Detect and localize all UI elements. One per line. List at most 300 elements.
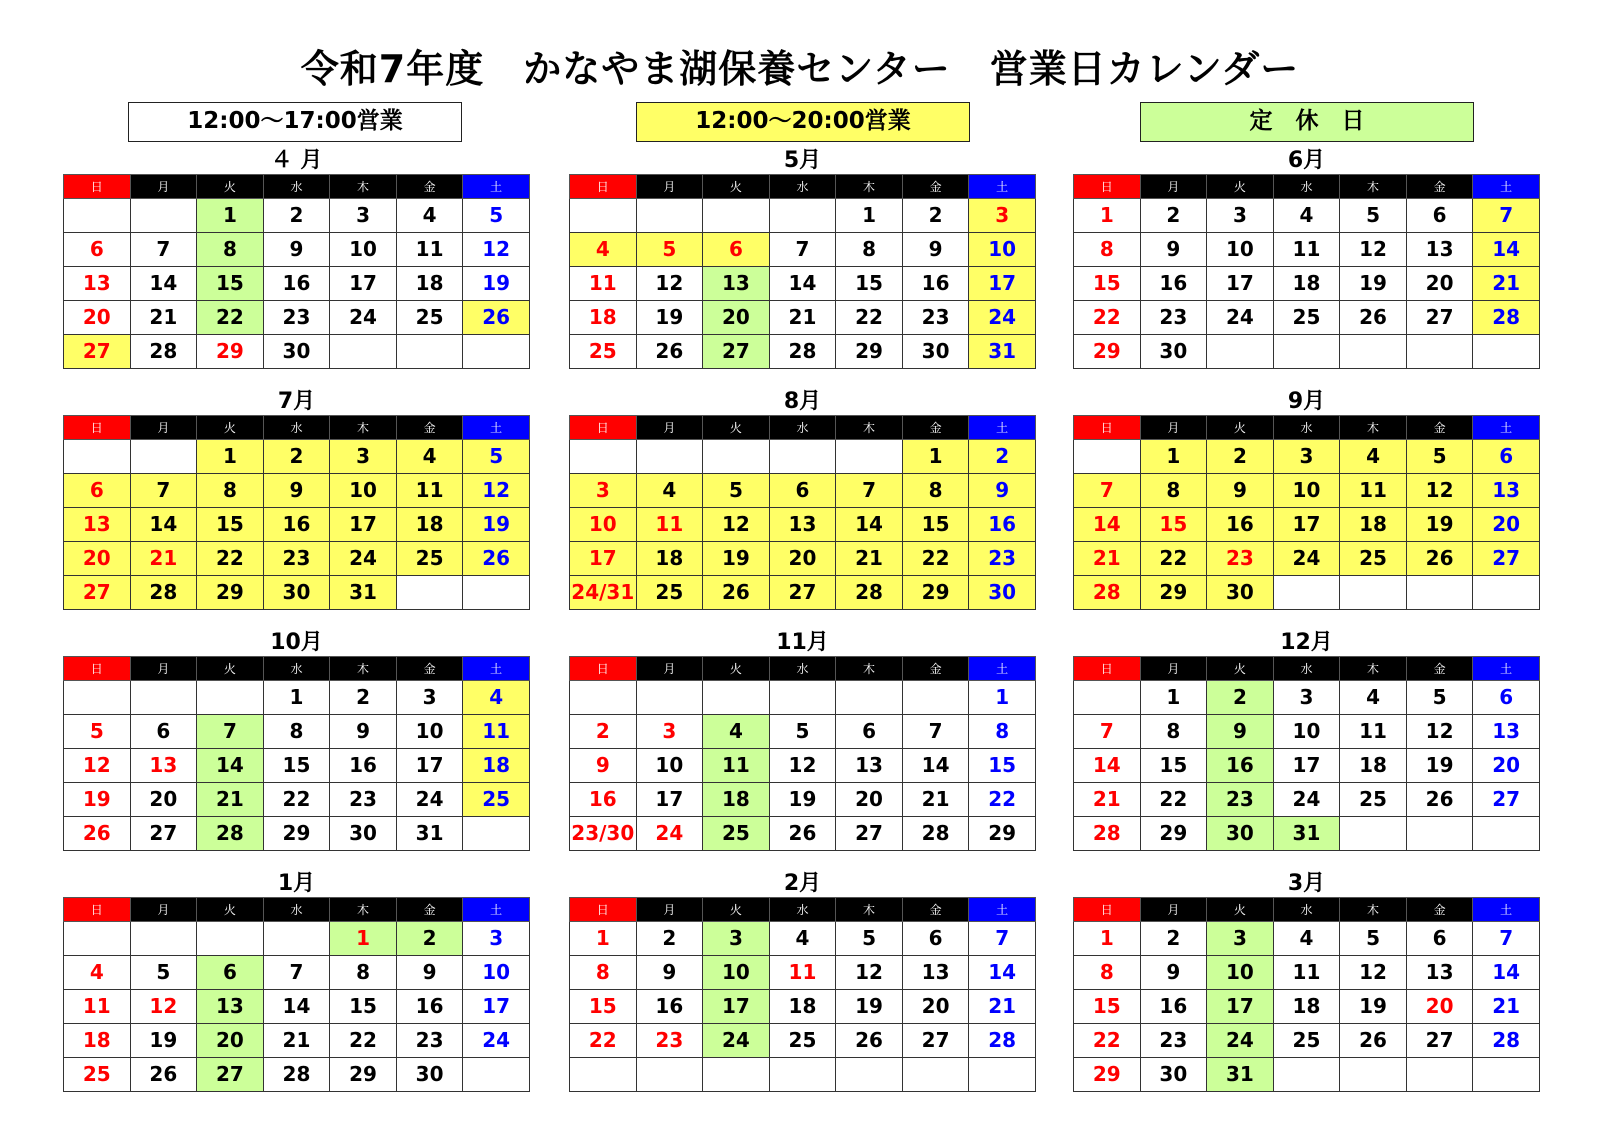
day-cell: 10 (570, 508, 637, 542)
weekday-header: 土 (969, 657, 1036, 681)
day-cell (197, 681, 264, 715)
day-cell: 23 (1140, 301, 1207, 335)
day-cell: 13 (64, 267, 131, 301)
week-row (64, 542, 530, 576)
day-cell: 15 (570, 990, 637, 1024)
day-cell: 1 (969, 681, 1036, 715)
day-cell: 24 (330, 542, 397, 576)
day-cell: 20 (1473, 508, 1540, 542)
day-cell: 18 (1340, 508, 1407, 542)
day-cell: 8 (969, 715, 1036, 749)
day-cell: 9 (969, 474, 1036, 508)
day-cell: 2 (636, 922, 703, 956)
day-cell: 12 (1406, 474, 1473, 508)
day-cell: 26 (1340, 1024, 1407, 1058)
day-cell (1473, 817, 1540, 851)
day-cell (1406, 576, 1473, 610)
month-name: 5月 (783, 148, 822, 173)
day-cell (836, 1058, 903, 1092)
day-cell: 23 (263, 301, 330, 335)
day-cell: 10 (1273, 474, 1340, 508)
day-cell: 9 (902, 233, 969, 267)
week-row (570, 576, 1036, 610)
day-cell: 26 (1406, 542, 1473, 576)
day-cell: 7 (902, 715, 969, 749)
weekday-header: 水 (769, 898, 836, 922)
day-cell (1473, 576, 1540, 610)
weekday-header: 火 (1207, 657, 1274, 681)
day-cell: 30 (263, 576, 330, 610)
day-cell: 14 (1074, 508, 1141, 542)
week-row (1074, 715, 1540, 749)
day-cell: 29 (902, 576, 969, 610)
day-cell: 14 (130, 508, 197, 542)
weekday-header: 月 (130, 898, 197, 922)
day-cell: 9 (1207, 715, 1274, 749)
day-cell: 6 (1473, 440, 1540, 474)
day-cell: 6 (1473, 681, 1540, 715)
weekday-header: 土 (463, 416, 530, 440)
week-row (570, 749, 1036, 783)
day-cell: 3 (1207, 199, 1274, 233)
weekday-header: 金 (1406, 657, 1473, 681)
weekday-header: 火 (197, 898, 264, 922)
day-cell (570, 1058, 637, 1092)
weekday-header: 土 (463, 657, 530, 681)
day-cell: 21 (263, 1024, 330, 1058)
week-row (570, 199, 1036, 233)
day-cell: 28 (130, 576, 197, 610)
day-cell: 10 (969, 233, 1036, 267)
day-cell: 2 (330, 681, 397, 715)
day-cell: 8 (263, 715, 330, 749)
day-cell: 22 (1140, 783, 1207, 817)
weekday-header: 土 (463, 175, 530, 199)
weekday-header: 木 (1340, 416, 1407, 440)
day-cell: 18 (769, 990, 836, 1024)
day-cell: 17 (636, 783, 703, 817)
week-row (1074, 267, 1540, 301)
day-cell (570, 681, 637, 715)
weekday-header: 火 (197, 416, 264, 440)
month-name: 11月 (776, 630, 829, 655)
day-cell (703, 440, 770, 474)
month-table (63, 174, 530, 369)
day-cell (1340, 335, 1407, 369)
day-cell: 13 (1473, 474, 1540, 508)
day-cell: 17 (570, 542, 637, 576)
day-cell (197, 922, 264, 956)
day-cell: 1 (902, 440, 969, 474)
day-cell (1340, 1058, 1407, 1092)
legend-open-17: 12:00～17:00営業 (128, 102, 462, 142)
day-cell: 15 (1074, 990, 1141, 1024)
week-row (64, 233, 530, 267)
weekday-header: 日 (570, 416, 637, 440)
weekday-header: 火 (1207, 898, 1274, 922)
day-cell: 15 (1140, 749, 1207, 783)
month-calendar (63, 628, 530, 851)
day-cell: 15 (197, 267, 264, 301)
day-cell (463, 1058, 530, 1092)
day-cell (130, 681, 197, 715)
day-cell: 31 (396, 817, 463, 851)
weekday-header: 木 (1340, 175, 1407, 199)
day-cell: 6 (64, 233, 131, 267)
week-row (64, 199, 530, 233)
day-cell: 27 (1406, 1024, 1473, 1058)
week-row (64, 956, 530, 990)
day-cell: 10 (1207, 956, 1274, 990)
day-cell: 3 (396, 681, 463, 715)
legend-closed-day: 定 休 日 (1140, 102, 1474, 142)
month-name: 7月 (277, 389, 316, 414)
day-cell (769, 199, 836, 233)
day-cell: 15 (197, 508, 264, 542)
day-cell: 20 (769, 542, 836, 576)
day-cell: 28 (902, 817, 969, 851)
day-cell: 27 (836, 817, 903, 851)
day-cell: 25 (636, 576, 703, 610)
day-cell: 29 (1074, 335, 1141, 369)
weekday-header: 日 (64, 898, 131, 922)
weekday-header: 土 (1473, 416, 1540, 440)
day-cell: 27 (197, 1058, 264, 1092)
day-cell: 10 (330, 474, 397, 508)
week-row (1074, 817, 1540, 851)
day-cell: 9 (330, 715, 397, 749)
day-cell: 10 (463, 956, 530, 990)
day-cell: 20 (197, 1024, 264, 1058)
day-cell: 3 (636, 715, 703, 749)
day-cell: 16 (969, 508, 1036, 542)
week-row (570, 922, 1036, 956)
day-cell: 15 (1140, 508, 1207, 542)
day-cell: 16 (636, 990, 703, 1024)
day-cell: 14 (836, 508, 903, 542)
day-cell: 30 (396, 1058, 463, 1092)
day-cell (1074, 681, 1141, 715)
day-cell (64, 922, 131, 956)
day-cell: 1 (330, 922, 397, 956)
day-cell: 11 (396, 474, 463, 508)
day-cell: 22 (1074, 1024, 1141, 1058)
day-cell: 6 (703, 233, 770, 267)
week-row (1074, 1058, 1540, 1092)
month-table (569, 897, 1036, 1092)
weekday-header: 金 (1406, 416, 1473, 440)
month-table (569, 415, 1036, 610)
day-cell: 18 (1340, 749, 1407, 783)
day-cell: 24 (1207, 301, 1274, 335)
day-cell: 18 (636, 542, 703, 576)
day-cell: 2 (902, 199, 969, 233)
week-row (570, 1024, 1036, 1058)
week-row (1074, 956, 1540, 990)
day-cell: 19 (836, 990, 903, 1024)
week-row (570, 956, 1036, 990)
day-cell: 23 (330, 783, 397, 817)
day-cell: 28 (1473, 301, 1540, 335)
day-cell (1473, 1058, 1540, 1092)
day-cell: 24 (703, 1024, 770, 1058)
weekday-header: 水 (263, 416, 330, 440)
day-cell (836, 440, 903, 474)
day-cell: 26 (636, 335, 703, 369)
month-table (63, 415, 530, 610)
weekday-header: 木 (836, 416, 903, 440)
day-cell: 30 (902, 335, 969, 369)
weekday-header: 日 (64, 657, 131, 681)
day-cell (703, 199, 770, 233)
day-cell: 5 (703, 474, 770, 508)
day-cell: 10 (1207, 233, 1274, 267)
day-cell: 11 (703, 749, 770, 783)
day-cell: 1 (570, 922, 637, 956)
day-cell: 7 (769, 233, 836, 267)
day-cell: 21 (769, 301, 836, 335)
week-row (64, 301, 530, 335)
day-cell: 28 (836, 576, 903, 610)
day-cell: 6 (1406, 922, 1473, 956)
weekday-header: 月 (636, 416, 703, 440)
day-cell: 4 (570, 233, 637, 267)
weekday-header: 土 (1473, 175, 1540, 199)
day-cell (1207, 335, 1274, 369)
week-row (1074, 990, 1540, 1024)
day-cell: 17 (1207, 990, 1274, 1024)
day-cell: 11 (1273, 956, 1340, 990)
day-cell: 23 (636, 1024, 703, 1058)
day-cell: 7 (1473, 922, 1540, 956)
day-cell: 20 (703, 301, 770, 335)
weekday-header: 木 (330, 416, 397, 440)
weekday-header: 水 (1273, 657, 1340, 681)
day-cell: 3 (1273, 681, 1340, 715)
day-cell (636, 440, 703, 474)
day-cell: 13 (197, 990, 264, 1024)
day-cell: 25 (703, 817, 770, 851)
week-row (570, 335, 1036, 369)
day-cell: 10 (1273, 715, 1340, 749)
day-cell: 29 (197, 335, 264, 369)
month-name: 2月 (783, 871, 822, 896)
day-cell: 4 (396, 440, 463, 474)
month-calendar (569, 628, 1036, 851)
day-cell: 28 (969, 1024, 1036, 1058)
day-cell (1273, 335, 1340, 369)
day-cell (570, 199, 637, 233)
month-calendar (63, 387, 530, 610)
day-cell: 12 (130, 990, 197, 1024)
day-cell: 26 (1340, 301, 1407, 335)
weekday-header: 火 (1207, 175, 1274, 199)
day-cell: 26 (64, 817, 131, 851)
day-cell (902, 1058, 969, 1092)
day-cell: 15 (902, 508, 969, 542)
weekday-header: 日 (64, 416, 131, 440)
weekday-header: 金 (902, 898, 969, 922)
day-cell: 16 (330, 749, 397, 783)
day-cell: 22 (969, 783, 1036, 817)
weekday-header: 金 (396, 657, 463, 681)
day-cell: 27 (902, 1024, 969, 1058)
day-cell: 22 (263, 783, 330, 817)
day-cell: 28 (197, 817, 264, 851)
month-name: 3月 (1287, 871, 1326, 896)
day-cell: 22 (1140, 542, 1207, 576)
day-cell: 30 (1140, 335, 1207, 369)
weekday-header: 火 (1207, 416, 1274, 440)
day-cell: 8 (330, 956, 397, 990)
day-cell (1406, 1058, 1473, 1092)
weekday-header: 月 (130, 657, 197, 681)
month-calendar (63, 146, 530, 369)
day-cell: 5 (463, 199, 530, 233)
month-calendar (569, 146, 1036, 369)
weekday-header: 水 (1273, 175, 1340, 199)
day-cell: 13 (902, 956, 969, 990)
week-row (64, 508, 530, 542)
month-calendar (1073, 628, 1540, 851)
day-cell: 21 (902, 783, 969, 817)
week-row (1074, 474, 1540, 508)
day-cell: 16 (263, 508, 330, 542)
weekday-header: 金 (1406, 898, 1473, 922)
day-cell: 30 (263, 335, 330, 369)
day-cell: 5 (1406, 681, 1473, 715)
day-cell: 17 (330, 267, 397, 301)
day-cell: 28 (1074, 817, 1141, 851)
weekday-header: 水 (263, 657, 330, 681)
day-cell: 17 (703, 990, 770, 1024)
day-cell: 12 (836, 956, 903, 990)
day-cell: 27 (703, 335, 770, 369)
day-cell: 6 (902, 922, 969, 956)
day-cell: 10 (636, 749, 703, 783)
week-row (64, 749, 530, 783)
day-cell: 25 (769, 1024, 836, 1058)
day-cell: 18 (1273, 267, 1340, 301)
day-cell: 31 (1207, 1058, 1274, 1092)
day-cell: 22 (197, 542, 264, 576)
day-cell: 4 (1273, 199, 1340, 233)
weekday-header: 日 (570, 657, 637, 681)
day-cell: 23 (902, 301, 969, 335)
day-cell: 16 (902, 267, 969, 301)
weekday-header: 月 (1140, 175, 1207, 199)
day-cell: 19 (1406, 749, 1473, 783)
day-cell: 28 (130, 335, 197, 369)
day-cell: 24 (1273, 542, 1340, 576)
day-cell: 14 (1473, 233, 1540, 267)
week-row (1074, 783, 1540, 817)
week-row (570, 508, 1036, 542)
day-cell: 23 (1207, 783, 1274, 817)
day-cell: 23 (969, 542, 1036, 576)
day-cell: 1 (1074, 922, 1141, 956)
weekday-header: 水 (263, 898, 330, 922)
day-cell: 23 (263, 542, 330, 576)
day-cell: 10 (396, 715, 463, 749)
weekday-header: 土 (1473, 898, 1540, 922)
day-cell: 7 (197, 715, 264, 749)
day-cell: 12 (64, 749, 131, 783)
day-cell: 19 (1406, 508, 1473, 542)
day-cell: 12 (1340, 233, 1407, 267)
day-cell: 21 (1074, 542, 1141, 576)
week-row (570, 474, 1036, 508)
weekday-header: 土 (463, 898, 530, 922)
day-cell: 19 (463, 267, 530, 301)
day-cell: 22 (1074, 301, 1141, 335)
day-cell: 29 (1074, 1058, 1141, 1092)
day-cell: 12 (1406, 715, 1473, 749)
week-row (1074, 335, 1540, 369)
weekday-header: 日 (570, 898, 637, 922)
day-cell: 27 (1473, 783, 1540, 817)
week-row (1074, 233, 1540, 267)
day-cell (396, 335, 463, 369)
weekday-header: 水 (1273, 416, 1340, 440)
month-table (63, 897, 530, 1092)
day-cell: 28 (769, 335, 836, 369)
day-cell: 3 (969, 199, 1036, 233)
day-cell (130, 922, 197, 956)
day-cell: 7 (1074, 715, 1141, 749)
day-cell: 5 (636, 233, 703, 267)
week-row (1074, 749, 1540, 783)
day-cell: 30 (969, 576, 1036, 610)
month-table (1073, 415, 1540, 610)
day-cell: 31 (330, 576, 397, 610)
day-cell: 27 (64, 335, 131, 369)
day-cell: 21 (130, 301, 197, 335)
week-row (64, 783, 530, 817)
day-cell: 27 (64, 576, 131, 610)
day-cell: 29 (263, 817, 330, 851)
day-cell: 25 (396, 542, 463, 576)
day-cell: 13 (1406, 956, 1473, 990)
day-cell (463, 817, 530, 851)
day-cell: 20 (1406, 990, 1473, 1024)
day-cell (463, 576, 530, 610)
day-cell: 4 (636, 474, 703, 508)
week-row (64, 990, 530, 1024)
day-cell: 1 (836, 199, 903, 233)
day-cell: 14 (1074, 749, 1141, 783)
day-cell (64, 199, 131, 233)
day-cell (969, 1058, 1036, 1092)
day-cell: 11 (570, 267, 637, 301)
day-cell: 11 (396, 233, 463, 267)
day-cell: 1 (1140, 440, 1207, 474)
day-cell: 30 (330, 817, 397, 851)
day-cell: 1 (197, 199, 264, 233)
day-cell: 7 (1074, 474, 1141, 508)
day-cell: 2 (1207, 681, 1274, 715)
day-cell: 17 (1273, 508, 1340, 542)
week-row (570, 817, 1036, 851)
weekday-header: 日 (1074, 175, 1141, 199)
week-row (64, 474, 530, 508)
day-cell: 14 (263, 990, 330, 1024)
day-cell: 23/30 (570, 817, 637, 851)
day-cell: 19 (463, 508, 530, 542)
month-table (1073, 897, 1540, 1092)
day-cell: 9 (263, 233, 330, 267)
day-cell: 9 (570, 749, 637, 783)
